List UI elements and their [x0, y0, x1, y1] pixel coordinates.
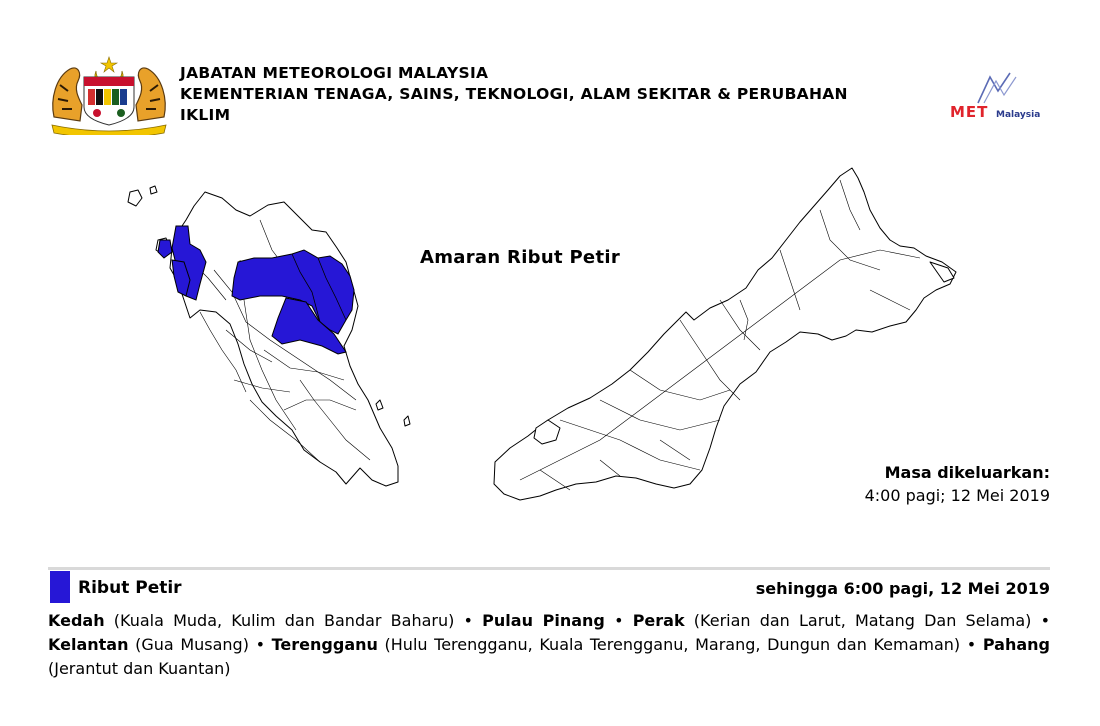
legend-label: Ribut Petir [78, 578, 182, 598]
legend [48, 571, 1050, 603]
svg-text:MET: MET [950, 103, 989, 121]
area-state: Pulau Pinang [482, 611, 605, 630]
header [48, 55, 1058, 135]
separator: • [614, 611, 624, 630]
warning-area-pulau-pinang [158, 240, 172, 258]
separator: • [463, 611, 473, 630]
area-detail: (Jerantut dan Kuantan) [48, 659, 231, 678]
issue-time-label: Masa dikeluarkan: [884, 463, 1050, 482]
area-detail: (Gua Musang) [135, 635, 249, 654]
area-state: Terengganu [271, 635, 378, 654]
legend-swatch [50, 571, 70, 603]
malaysia-coat-of-arms-icon [48, 55, 170, 135]
area-state: Pahang [982, 635, 1050, 654]
area-state: Kedah [48, 611, 105, 630]
valid-until: sehingga 6:00 pagi, 12 Mei 2019 [755, 579, 1050, 598]
affected-areas [48, 609, 1050, 681]
organization-name [180, 63, 920, 126]
svg-text:Malaysia: Malaysia [996, 110, 1041, 120]
separator: • [966, 635, 977, 654]
org-name-line-2: KEMENTERIAN TENAGA, SAINS, TEKNOLOGI, ALAM SEKITAR & PERUBAHAN [180, 85, 848, 103]
area-state: Kelantan [48, 635, 129, 654]
area-detail: (Hulu Terengganu, Kuala Terengganu, Marang, Dungun dan Kemaman) [384, 635, 961, 654]
separator: • [1040, 611, 1051, 630]
org-name-line-3: IKLIM [180, 106, 231, 124]
issue-time [865, 461, 1050, 507]
map-title: Amaran Ribut Petir [420, 247, 620, 268]
east-malaysia [494, 168, 956, 500]
separator: • [255, 635, 266, 654]
area-detail: (Kuala Muda, Kulim dan Bandar Baharu) [113, 611, 455, 630]
divider [48, 567, 1050, 570]
issue-time-value: 4:00 pagi; 12 Mei 2019 [864, 486, 1050, 505]
met-malaysia-logo [938, 67, 1058, 123]
org-name-line-1: JABATAN METEOROLOGI MALAYSIA [180, 64, 489, 82]
area-detail: (Kerian dan Larut, Matang Dan Selama) [693, 611, 1032, 630]
area-state: Perak [632, 611, 685, 630]
